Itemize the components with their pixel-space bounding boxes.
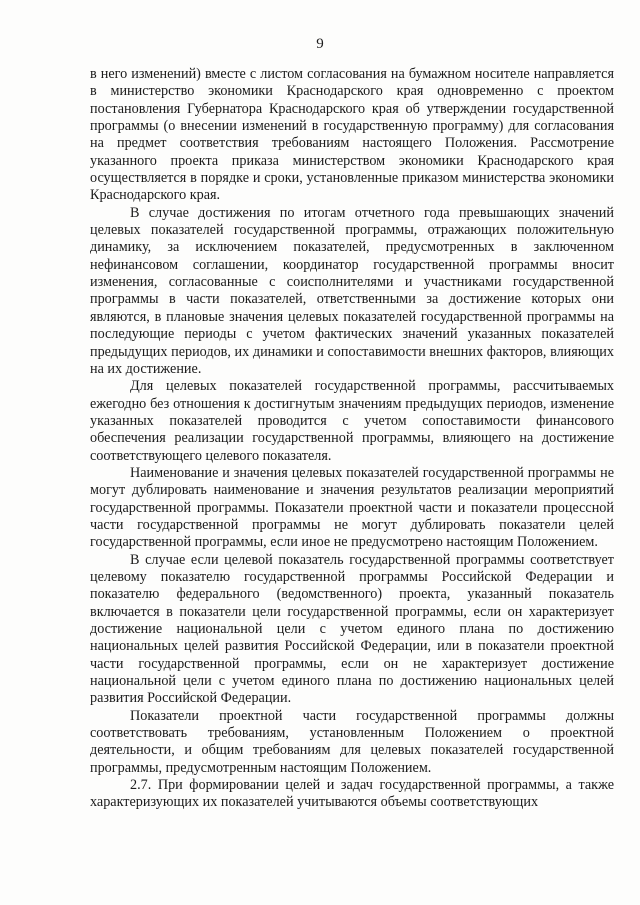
paragraph-federal-correspondence: В случае если целевой показатель государственной программы соответствует целевому показателю государственной программы Российской Федерации и показателю федерального (ведомственного) проекта, указанный показатель включается в показатели цели государственной программы, если он характеризует достижение национальной цели с учетом единого плана по достижению национальных целей развития Российской Федерации, или в показатели проектной части государственной программы, если он не характеризует достижение национальной цели с учетом единого плана по достижению национальных целей развития Российской Федерации. — [90, 551, 614, 707]
document-body — [90, 66, 614, 812]
paragraph-target-increase: В случае достижения по итогам отчетного года превышающих значений целевых показателей государственной программы, отражающих положительную динамику, за исключением показателей, предусмотренных в заключенном нефинансовом соглашении, координатор государственной программы вносит изменения, согласованные с соисполнителями и участниками государственной программы в части показателей, ответственными за достижение которых они являются, в плановые значения целевых показателей государственной программы на последующие периоды с учетом фактических значений указанных показателей предыдущих периодов, их динамики и сопоставимости внешних факторов, влияющих на их достижение. — [90, 204, 614, 377]
paragraph-project-indicators: Показатели проектной части государственной программы должны соответствовать требованиям, установленным Положением о проектной деятельности, и общим требованиям для целевых показателей государственной программы, предусмотренным настоящим Положением. — [90, 707, 614, 776]
paragraph-annual-indicators: Для целевых показателей государственной программы, рассчитываемых ежегодно без отношения к достигнутым значениям предыдущих периодов, изменение указанных показателей проводится с учетом сопоставимости финансового обеспечения реализации государственной программы, влияющего на достижение соответствующего целевого показателя. — [90, 378, 614, 464]
page-number: 9 — [316, 36, 324, 52]
paragraph-2-7: 2.7. При формировании целей и задач государственной программы, а также характеризующих их показателей учитываются объемы соответствующих — [90, 777, 614, 811]
paragraph-continuation: в него изменений) вместе с листом согласования на бумажном носителе направляется в министерство экономики Краснодарского края одновременно с проектом постановления Губернатора Краснодарского края об утверждении государственной программы (о внесении изменений в государственную программу) для согласования на предмет соответствия требованиям настоящего Положения. Рассмотрение указанного проекта приказа министерством экономики Краснодарского края осуществляется в порядке и сроки, установленные приказом министерства экономики Краснодарского края. — [90, 66, 614, 204]
paragraph-no-duplication: Наименование и значения целевых показателей государственной программы не могут дублировать наименование и значения результатов реализации мероприятий государственной программы. Показатели проектной части и показатели процессной части государственной программы не могут дублировать показатели целей государственной программы, если иное не предусмотрено настоящим Положением. — [90, 464, 614, 551]
